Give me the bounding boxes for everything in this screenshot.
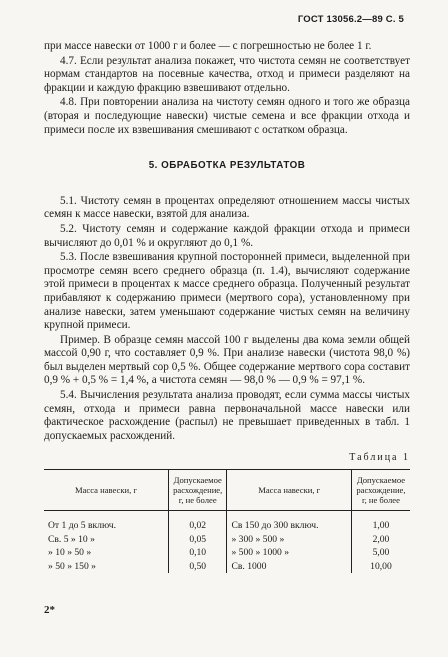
header-allowed-left: Допускаемое расхождение, г, не более <box>168 470 227 511</box>
paragraph-continuation: при массе навески от 1000 г и более — с погрешностью не более 1 г. <box>44 40 372 52</box>
table-row <box>44 560 410 574</box>
cell-left-mass: » 50 » 150 » <box>48 560 96 572</box>
header-mass-right: Масса навески, г <box>227 470 351 511</box>
cell-right-mass: Св 150 до 300 включ. <box>227 519 351 533</box>
tolerance-table <box>44 469 410 573</box>
cell-left-mass: Св. 5 » 10 » <box>48 533 95 545</box>
cell-right-value: 5,00 <box>351 546 410 560</box>
cell-right-mass: Св. 1000 <box>227 560 351 574</box>
paragraph-4-7: 4.7. Если результат анализа покажет, что чистота семян не соответствует нормам стандартов на посевные качества, отход и примеси разделяют на фракции и каждую фракцию взвешивают отдельно. <box>44 54 410 94</box>
paragraph-example: Пример. В образце семян массой 100 г выделены два кома земли общей массой 0,90 г, что составляет 0,9 %. При анализе навески (чистота 98,0 %) был выделен мертвый сор 0,5 %. Общее содержание мертвого сора составит 0,9 % + 0,5 % = 1,4 %, а чистота семян — 98,0 % — 0,9 % = 97,1 %. <box>44 333 410 387</box>
cell-left-value: 0,02 <box>168 519 227 533</box>
cell-right-mass: » 500 » 1000 » <box>227 546 351 560</box>
cell-right-mass: » 300 » 500 » <box>227 533 351 547</box>
cell-left-value: 0,50 <box>168 560 227 574</box>
cell-left-value: 0,05 <box>168 533 227 547</box>
cell-left-value: 0,10 <box>168 546 227 560</box>
table-row <box>44 546 410 560</box>
document-body <box>44 40 410 573</box>
section-heading: 5. ОБРАБОТКА РЕЗУЛЬТАТОВ <box>148 160 306 172</box>
cell-left-mass: » 10 » 50 » <box>48 547 92 559</box>
paragraph-5-3: 5.3. После взвешивания крупной посторонней примеси, выделенной при просмотре семян всего среднего образца (п. 1.4), вычисляют содержание этой примеси в процентах к массе среднего образца. Полученный результат прибавляют к содержанию примеси (мертвого сора), установленному при анализе навески, затем уменьшают содержание чистых семян на величину крупной примеси. <box>44 251 410 332</box>
table-row <box>44 519 410 533</box>
cell-right-value: 10,00 <box>351 560 410 574</box>
paragraph-5-2: 5.2. Чистоту семян и содержание каждой фракции отхода и примеси вычисляют до 0,01 % и округляют до 0,1 %. <box>44 222 410 249</box>
cell-right-value: 2,00 <box>351 533 410 547</box>
table-header-row <box>44 470 410 511</box>
header-mass-left: Масса навески, г <box>44 470 168 511</box>
cell-left-mass: От 1 до 5 включ. <box>48 520 116 532</box>
table-row <box>44 533 410 547</box>
paragraph-5-1: 5.1. Чистоту семян в процентах определяют отношением массы чистых семян к массе навески, взятой для анализа. <box>44 194 410 221</box>
paragraph-5-4: 5.4. Вычисления результата анализа проводят, если сумма массы чистых семян, отхода и примеси равна первоначальной массе навески или фактическое расхождение (распыл) не превышает приведенных в табл. 1 допускаемых расхождений. <box>44 389 410 442</box>
page-header: ГОСТ 13056.2—89 С. 5 <box>297 14 404 25</box>
header-allowed-right: Допускаемое расхождение, г, не более <box>351 470 410 511</box>
page-footer-mark: 2* <box>44 604 55 616</box>
table-caption: Таблица 1 <box>349 452 410 464</box>
cell-right-value: 1,00 <box>351 519 410 533</box>
paragraph-4-8: 4.8. При повторении анализа на чистоту семян одного и того же образца (вторая и последующие навески) чистые семена и все фракции отхода и примеси после их взвешивания смешивают с остатком образца. <box>44 96 410 136</box>
